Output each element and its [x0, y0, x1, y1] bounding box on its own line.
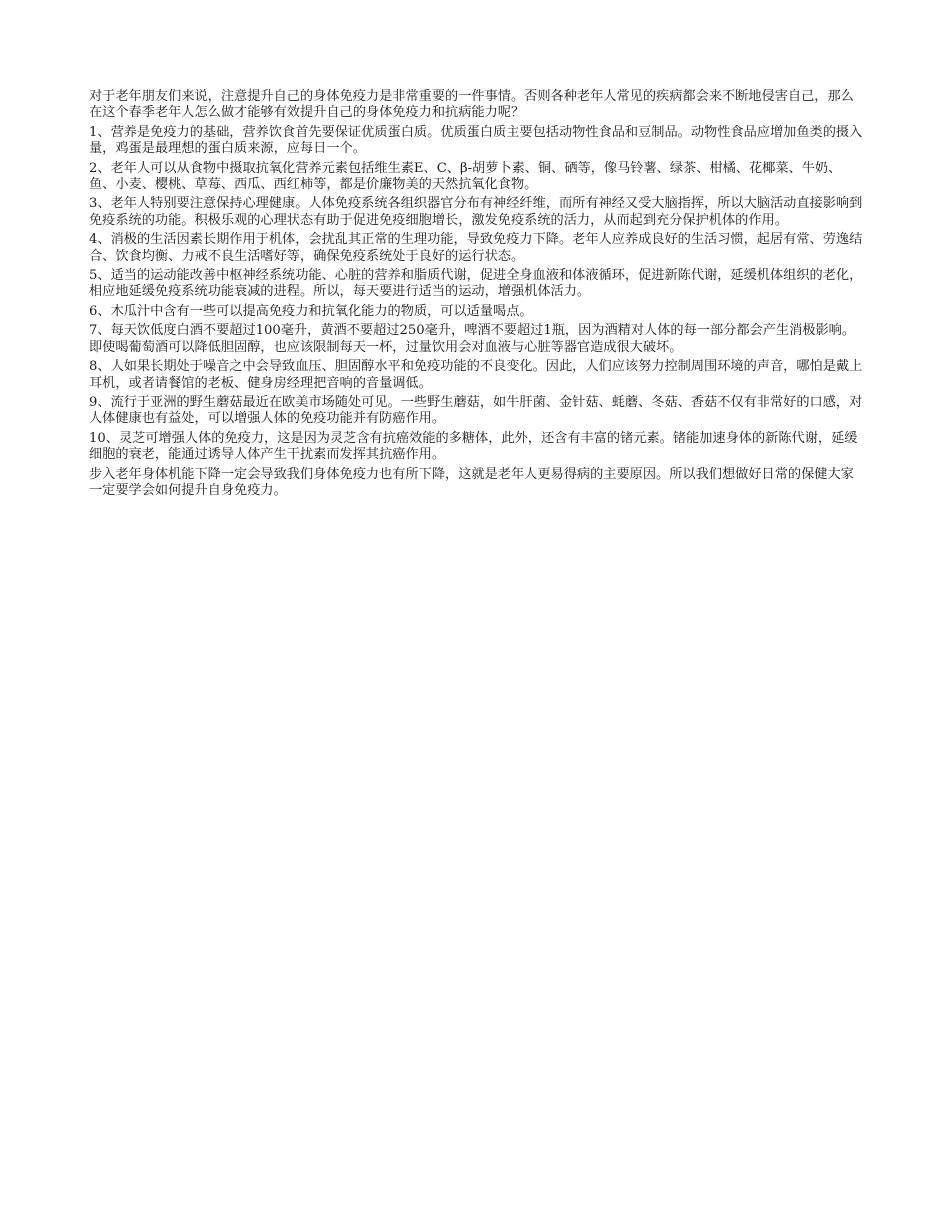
tip-8-paragraph: 8、人如果长期处于噪音之中会导致血压、胆固醇水平和免疫功能的不良变化。因此，人们应该努力控制周围环境的声音，哪怕是戴上耳机，或者请餐馆的老板、健身房经理把音响的音量调低。 [89, 359, 863, 391]
document-body [89, 89, 867, 502]
tip-10-paragraph: 10、灵芝可增强人体的免疫力，这是因为灵芝含有抗癌效能的多糖体，此外，还含有丰富的锗元素。锗能加速身体的新陈代谢，延缓细胞的衰老，能通过诱导人体产生干扰素而发挥其抗癌作用。 [89, 430, 858, 463]
tip-4-paragraph: 4、消极的生活因素长期作用于机体，会扰乱其正常的生理功能，导致免疫力下降。老年人应养成良好的生活习惯，起居有常、劳逸结合、饮食均衡、力戒不良生活嗜好等，确保免疫系统处于良好的运行状态。 [89, 232, 863, 264]
tip-7-paragraph: 7、每天饮低度白酒不要超过100毫升，黄酒不要超过250毫升，啤酒不要超过1瓶，因为酒精对人体的每一部分都会产生消极影响。即使喝葡萄酒可以降低胆固醇，也应该限制每天一杯，过量饮用会对血液与心脏等器官造成很大破坏。 [89, 323, 856, 355]
conclusion-paragraph: 步入老年身体机能下降一定会导致我们身体免疫力也有所下降，这就是老年人更易得病的主要原因。所以我们想做好日常的保健大家一定要学会如何提升自身免疫力。 [89, 466, 854, 498]
tip-6-paragraph: 6、木瓜汁中含有一些可以提高免疫力和抗氧化能力的物质，可以适量喝点。 [89, 303, 533, 319]
tip-3-paragraph: 3、老年人特别要注意保持心理健康。人体免疫系统各组织器官分布有神经纤维，而所有神经又受大脑指挥，所以大脑活动直接影响到免疫系统的功能。积极乐观的心理状态有助于促进免疫细胞增长，激发免疫系统的活力，从而起到充分保护机体的作用。 [89, 196, 863, 228]
tip-2-paragraph: 2、老年人可以从食物中摄取抗氧化营养元素包括维生素E、C、β-胡萝卜素、铜、硒等，像马铃薯、绿茶、柑橘、花椰菜、牛奶、鱼、小麦、樱桃、草莓、西瓜、西红柿等，都是价廉物美的天然抗氧化食物。 [89, 160, 842, 193]
tip-9-paragraph: 9、流行于亚洲的野生蘑菇最近在欧美市场随处可见。一些野生蘑菇，如牛肝菌、金针菇、蚝蘑、冬菇、香菇不仅有非常好的口感，对人体健康也有益处，可以增强人体的免疫功能并有防癌作用。 [89, 394, 863, 427]
intro-paragraph: 对于老年朋友们来说，注意提升自己的身体免疫力是非常重要的一件事情。否则各种老年人常见的疾病都会来不断地侵害自己，那么在这个春季老年人怎么做才能够有效提升自己的身体免疫力和抗病能力呢？ [89, 89, 854, 121]
tip-1-paragraph: 1、营养是免疫力的基础，营养饮食首先要保证优质蛋白质。优质蛋白质主要包括动物性食品和豆制品。动物性食品应增加鱼类的摄入量，鸡蛋是最理想的蛋白质来源，应每日一个。 [89, 124, 863, 157]
tip-5-paragraph: 5、适当的运动能改善中枢神经系统功能、心脏的营养和脂质代谢，促进全身血液和体液循环，促进新陈代谢，延缓机体组织的老化，相应地延缓免疫系统功能衰减的进程。所以，每天要进行适当的运动，增强机体活力。 [89, 268, 863, 300]
